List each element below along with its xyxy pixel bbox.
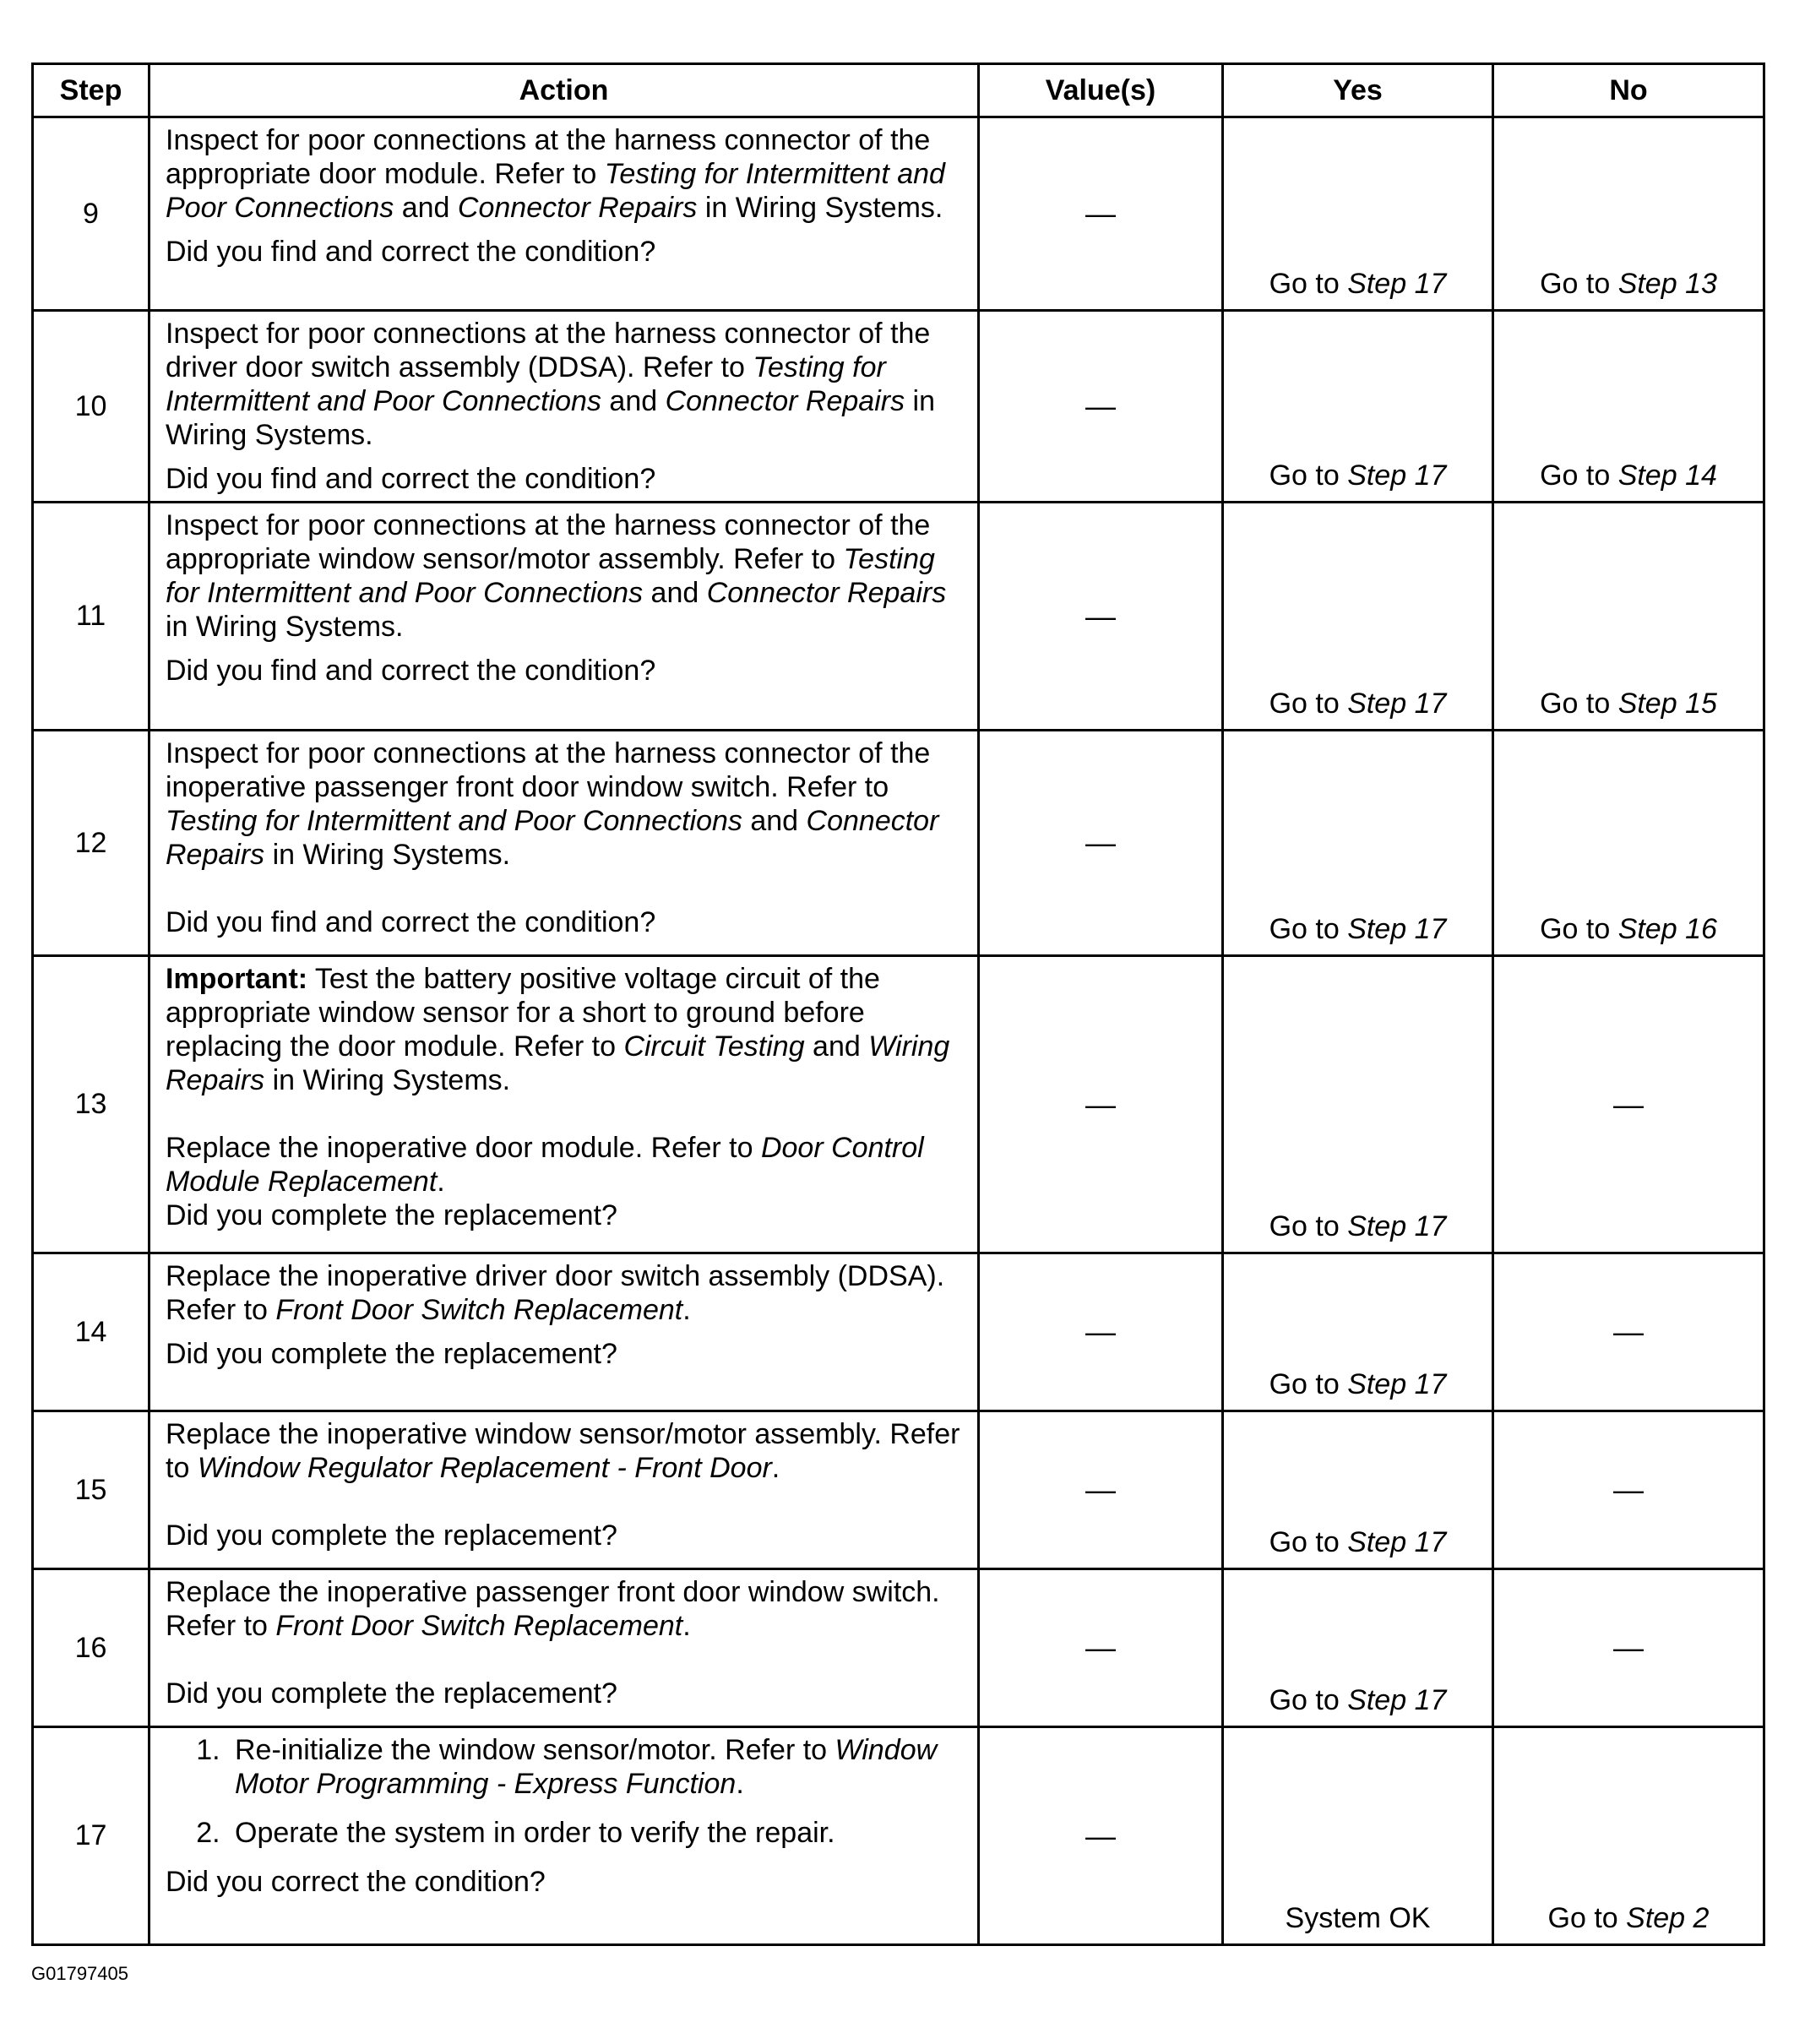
step-link: Step 14 [1617,459,1717,492]
reference-link: Window Motor Programming - Express Function [235,1734,938,1800]
step-link: Step 17 [1347,913,1447,945]
question-text: Did you find and correct the condition? [166,655,656,687]
reference-link: Testing for Intermittent and Poor Connections [166,158,945,224]
question-text: Did you complete the replacement? [166,1199,617,1231]
action-cell [150,311,979,503]
step-number: 15 [33,1411,150,1569]
table-row [33,117,1764,311]
step-number: 14 [33,1253,150,1411]
step-link: Step 17 [1347,459,1447,492]
step-number: 12 [33,731,150,956]
action-text: Replace the inoperative passenger front door window switch. Refer to Front Door Switch Replacement. [166,1576,940,1642]
action-cell [150,956,979,1253]
action-cell [150,1569,979,1727]
no-cell: — [1493,956,1764,1253]
list-item: 2. Operate the system in order to verify the repair. [228,1816,969,1850]
step-link: Step 17 [1347,1526,1447,1558]
values-cell: — [979,1411,1223,1569]
question-text: Did you correct the condition? [166,1866,546,1898]
important-note: Important: Test the battery positive voltage circuit of the appropriate window sensor for a short to ground before replacing the door module. Refer to Circuit Testing and Wiring Repairs in Wiring Systems. [166,963,950,1096]
step-number: 11 [33,503,150,731]
question-text: Did you find and correct the condition? [166,463,656,495]
reference-link: Door Control Module Replacement [166,1132,924,1198]
action-text: Inspect for poor connections at the harness connector of the appropriate door module. Refer to Testing for Intermittent and Poor Connections and Connector Repairs in Wiring Systems. [166,124,945,224]
table-row [33,1253,1764,1411]
values-cell: — [979,956,1223,1253]
header-row [33,64,1764,117]
table-row [33,731,1764,956]
values-cell: — [979,311,1223,503]
header-no: No [1493,64,1764,117]
no-cell: — [1493,1253,1764,1411]
system-ok-text: System OK [1285,1902,1431,1934]
reference-link: Connector Repairs [166,805,939,871]
step-link: Step 13 [1617,268,1717,300]
question-text: Did you complete the replacement? [166,1677,617,1710]
action-text: Replace the inoperative window sensor/motor assembly. Refer to Window Regulator Replacement - Front Door. [166,1418,960,1484]
reference-link: Window Regulator Replacement - Front Door [197,1452,772,1484]
no-cell: Go to Step 15 [1493,503,1764,731]
step-number: 16 [33,1569,150,1727]
step-link: Step 17 [1347,268,1447,300]
reference-link: Wiring Repairs [166,1030,950,1096]
yes-cell [1223,1727,1493,1945]
reference-link: Front Door Switch Replacement [275,1610,683,1642]
yes-cell: Go to Step 17 [1223,1569,1493,1727]
values-cell: — [979,731,1223,956]
procedure-list [166,1733,969,1850]
list-item: 1. Re-initialize the window sensor/motor. Refer to Window Motor Programming - Express Function. [228,1733,969,1801]
step-number: 10 [33,311,150,503]
question-text: Did you complete the replacement? [166,1519,617,1552]
step-number: 9 [33,117,150,311]
table-row [33,503,1764,731]
table-row [33,1569,1764,1727]
step-number: 13 [33,956,150,1253]
step-number: 17 [33,1727,150,1945]
reference-link: Testing for Intermittent and Poor Connections [166,543,935,609]
yes-cell: Go to Step 17 [1223,311,1493,503]
header-step: Step [33,64,150,117]
question-text: Did you find and correct the condition? [166,906,656,938]
action-text: Replace the inoperative door module. Refer to Door Control Module Replacement. [166,1132,924,1198]
action-text: Inspect for poor connections at the harness connector of the appropriate window sensor/motor assembly. Refer to Testing for Intermittent and Poor Connections and Connector Repairs in Wiring Systems. [166,509,947,643]
no-cell: Go to Step 16 [1493,731,1764,956]
action-cell [150,1411,979,1569]
action-text: Inspect for poor connections at the harness connector of the driver door switch assembly (DDSA). Refer to Testing for Intermittent and Poor Connections and Connector Repairs in Wiring Systems. [166,318,935,451]
yes-cell: Go to Step 17 [1223,117,1493,311]
values-cell: — [979,1253,1223,1411]
reference-link: Front Door Switch Replacement [275,1294,683,1326]
reference-link: Connector Repairs [706,577,947,609]
header-action: Action [150,64,979,117]
yes-cell: Go to Step 17 [1223,956,1493,1253]
question-text: Did you find and correct the condition? [166,236,656,268]
step-link: Step 15 [1617,688,1717,720]
step-link: Step 17 [1347,1210,1447,1242]
action-cell [150,731,979,956]
reference-link: Connector Repairs [665,385,905,417]
action-cell [150,1727,979,1945]
step-link: Step 16 [1617,913,1717,945]
step-link: Step 17 [1347,688,1447,720]
table-row [33,1727,1764,1945]
no-cell: — [1493,1411,1764,1569]
header-values: Value(s) [979,64,1223,117]
important-label: Important: [166,963,308,995]
values-cell: — [979,117,1223,311]
yes-cell: Go to Step 17 [1223,503,1493,731]
action-text: Replace the inoperative driver door switch assembly (DDSA). Refer to Front Door Switch Replacement. [166,1260,945,1326]
step-link: Step 17 [1347,1684,1447,1716]
action-cell [150,1253,979,1411]
question-text: Did you complete the replacement? [166,1338,617,1370]
action-cell [150,503,979,731]
no-cell: — [1493,1569,1764,1727]
yes-cell: Go to Step 17 [1223,1253,1493,1411]
figure-id: G01797405 [31,1963,128,1984]
reference-link: Testing for Intermittent and Poor Connections [166,351,886,417]
reference-link: Connector Repairs [457,192,698,224]
reference-link: Circuit Testing [623,1030,805,1063]
no-cell: Go to Step 13 [1493,117,1764,311]
diagnostic-table [31,63,1765,1946]
values-cell: — [979,1569,1223,1727]
yes-cell: Go to Step 17 [1223,1411,1493,1569]
values-cell: — [979,503,1223,731]
values-cell: — [979,1727,1223,1945]
reference-link: Testing for Intermittent and Poor Connections [166,805,742,837]
no-cell: Go to Step 14 [1493,311,1764,503]
no-cell: Go to Step 2 [1493,1727,1764,1945]
step-link: Step 2 [1626,1902,1710,1934]
table-row [33,956,1764,1253]
table-row [33,311,1764,503]
step-link: Step 17 [1347,1368,1447,1400]
table-row [33,1411,1764,1569]
action-text: Inspect for poor connections at the harness connector of the inoperative passenger front door window switch. Refer to Testing for Intermittent and Poor Connections and Connector Repairs in Wiring Systems. [166,737,939,871]
action-cell [150,117,979,311]
header-yes: Yes [1223,64,1493,117]
yes-cell: Go to Step 17 [1223,731,1493,956]
